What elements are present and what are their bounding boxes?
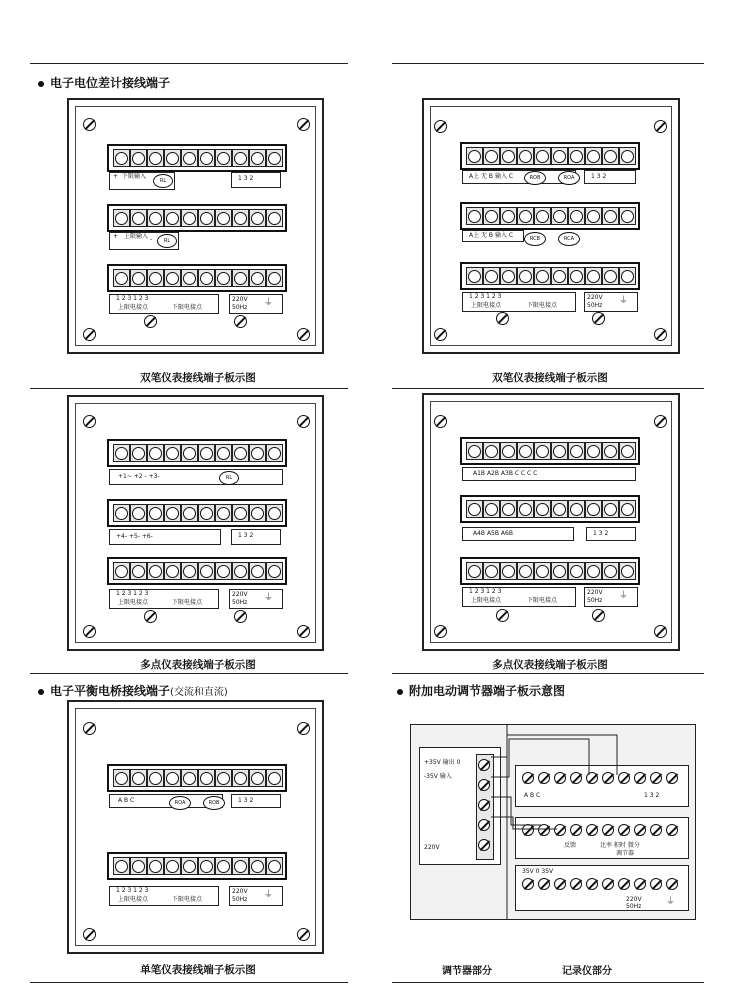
terminal-screw-icon xyxy=(534,267,551,285)
terminal-screw-icon xyxy=(500,562,517,580)
terminal-screw-icon xyxy=(500,147,517,165)
terminal-screw-icon xyxy=(215,444,232,462)
recorder-strip-lower: 35V 0 35V 220V 50Hz ⏚ xyxy=(515,865,689,911)
terminal-screw-icon xyxy=(181,269,198,287)
terminal-strip xyxy=(460,557,640,585)
terminal-screw-icon xyxy=(198,149,215,167)
screw-icon xyxy=(297,415,310,428)
terminal-screw-icon xyxy=(619,562,636,580)
terminal-screw-icon xyxy=(466,207,483,225)
label-box: 220V 50Hz ⏚ xyxy=(229,886,283,906)
terminal-screw-icon xyxy=(602,442,619,460)
panel-multipoint-left xyxy=(67,395,324,651)
terminal-screw-icon xyxy=(215,769,232,787)
terminal-strip xyxy=(107,764,287,792)
terminal-screw-icon xyxy=(147,769,164,787)
panel-multipoint-right xyxy=(422,393,680,651)
terminal-strip xyxy=(107,852,287,880)
label-box: +1~ +2 - +3- xyxy=(109,469,283,485)
rule xyxy=(392,388,704,389)
rule xyxy=(392,982,704,983)
rca-resistor: RCA xyxy=(558,232,580,246)
terminal-strip xyxy=(460,202,640,230)
label-box: 1 3 2 xyxy=(586,527,636,541)
terminal-screw-icon xyxy=(181,857,198,875)
terminal-screw-icon xyxy=(466,562,483,580)
terminal-screw-icon xyxy=(551,500,568,518)
screw-icon xyxy=(654,625,667,638)
rcb-resistor: RCB xyxy=(524,232,546,246)
terminal-screw-icon xyxy=(568,207,585,225)
terminal-screw-icon xyxy=(232,857,249,875)
screw-icon xyxy=(234,610,247,623)
terminal-screw-icon xyxy=(551,562,568,580)
terminal-screw-icon xyxy=(164,444,181,462)
terminal-strip xyxy=(107,204,287,232)
terminal-screw-icon xyxy=(266,269,283,287)
ground-icon: ⏚ xyxy=(619,591,629,601)
terminal-screw-icon xyxy=(232,269,249,287)
terminal-screw-icon xyxy=(147,149,164,167)
ground-icon: ⏚ xyxy=(264,593,274,603)
terminal-screw-icon xyxy=(147,269,164,287)
terminal-strip xyxy=(107,439,287,467)
terminal-screw-icon xyxy=(517,500,534,518)
terminal-screw-icon xyxy=(568,267,585,285)
label-box: +4- +5- +6- xyxy=(109,529,221,545)
label-box: 220V 50Hz ⏚ xyxy=(229,294,283,314)
terminal-screw-icon xyxy=(568,147,585,165)
screw-icon xyxy=(496,609,509,622)
label-box: 1 3 2 xyxy=(584,170,636,184)
terminal-screw-icon xyxy=(164,269,181,287)
screw-icon xyxy=(496,312,509,325)
screw-icon xyxy=(434,328,447,341)
terminal-screw-icon xyxy=(534,147,551,165)
label-box: 1 2 3 1 2 3 上限电接点 下限电接点 xyxy=(109,294,219,314)
terminal-screw-icon xyxy=(517,207,534,225)
terminal-screw-icon xyxy=(215,269,232,287)
terminal-screw-icon xyxy=(215,504,232,522)
screw-icon xyxy=(144,610,157,623)
terminal-screw-icon xyxy=(181,562,198,580)
terminal-screw-icon xyxy=(483,207,500,225)
label-box: 1 3 2 xyxy=(231,529,281,545)
rl-resistor: RL xyxy=(157,234,177,248)
label-box: 220V 50Hz ⏚ xyxy=(584,292,638,312)
terminal-screw-icon xyxy=(619,147,636,165)
panel-inner-border xyxy=(75,708,316,946)
terminal-screw-icon xyxy=(130,269,147,287)
terminal-strip xyxy=(460,437,640,465)
section-heading-potentiometer: 电子电位差计接线端子 xyxy=(38,74,170,91)
screw-icon xyxy=(654,120,667,133)
label-box: 220V 50Hz ⏚ xyxy=(229,589,283,609)
terminal-screw-icon xyxy=(534,207,551,225)
screw-icon xyxy=(297,928,310,941)
terminal-screw-icon xyxy=(198,269,215,287)
screw-icon xyxy=(297,722,310,735)
rule xyxy=(30,673,348,674)
terminal-screw-icon xyxy=(483,267,500,285)
label-box: A1B A2B A3B C C C C xyxy=(462,467,636,481)
label-box: A B C xyxy=(109,794,223,808)
terminal-screw-icon xyxy=(266,444,283,462)
terminal-screw-icon xyxy=(147,504,164,522)
terminal-screw-icon xyxy=(249,769,266,787)
screw-icon xyxy=(234,315,247,328)
rl-resistor: RL xyxy=(153,174,173,188)
terminal-screw-icon xyxy=(113,504,130,522)
terminal-screw-icon xyxy=(551,147,568,165)
terminal-screw-icon xyxy=(568,500,585,518)
terminal-screw-icon xyxy=(232,769,249,787)
label-box: 1 3 2 xyxy=(231,172,281,188)
terminal-screw-icon xyxy=(466,442,483,460)
terminal-screw-icon xyxy=(198,769,215,787)
terminal-screw-icon xyxy=(181,504,198,522)
regulator-diagram xyxy=(410,724,696,920)
roa-resistor: ROA xyxy=(169,796,191,810)
bullet-icon xyxy=(38,689,44,695)
terminal-screw-icon xyxy=(198,857,215,875)
rule xyxy=(392,673,704,674)
rob-resistor: ROB xyxy=(524,171,546,185)
roa-resistor: ROA xyxy=(558,171,580,185)
caption: 多点仪表接线端子板示图 xyxy=(140,659,256,671)
screw-icon xyxy=(83,625,96,638)
terminal-screw-icon xyxy=(517,267,534,285)
terminal-screw-icon xyxy=(551,267,568,285)
terminal-screw-icon xyxy=(619,207,636,225)
screw-icon xyxy=(434,415,447,428)
terminal-screw-icon xyxy=(466,267,483,285)
terminal-screw-icon xyxy=(619,267,636,285)
terminal-screw-icon xyxy=(585,147,602,165)
rule xyxy=(30,63,348,64)
terminal-screw-icon xyxy=(164,562,181,580)
terminal-screw-icon xyxy=(181,769,198,787)
terminal-screw-icon xyxy=(215,562,232,580)
terminal-screw-icon xyxy=(266,769,283,787)
terminal-strip xyxy=(460,495,640,523)
terminal-screw-icon xyxy=(113,209,130,227)
screw-icon xyxy=(83,415,96,428)
terminal-screw-icon xyxy=(130,209,147,227)
terminal-screw-icon xyxy=(215,149,232,167)
terminal-screw-icon xyxy=(266,562,283,580)
wiring-lines xyxy=(411,725,695,919)
screw-icon xyxy=(592,312,605,325)
regulator-part-label: 调节器部分 xyxy=(442,966,492,977)
terminal-screw-icon xyxy=(113,769,130,787)
terminal-screw-icon xyxy=(130,857,147,875)
section-heading-bridge: 电子平衡电桥接线端子(交流和直流) xyxy=(38,682,228,699)
terminal-screw-icon xyxy=(249,209,266,227)
label-box: A上 无 B 输入 C xyxy=(462,230,524,242)
panel-dual-pen-right xyxy=(422,98,680,354)
panel-dual-pen-left xyxy=(67,98,324,354)
terminal-screw-icon xyxy=(568,442,585,460)
terminal-screw-icon xyxy=(147,857,164,875)
caption: 多点仪表接线端子板示图 xyxy=(492,659,608,671)
terminal-screw-icon xyxy=(198,562,215,580)
terminal-screw-icon xyxy=(619,500,636,518)
label-box: + 上限输入 - xyxy=(109,232,179,250)
terminal-screw-icon xyxy=(130,444,147,462)
terminal-screw-icon xyxy=(130,504,147,522)
terminal-screw-icon xyxy=(266,857,283,875)
terminal-screw-icon xyxy=(232,209,249,227)
ground-icon: ⏚ xyxy=(619,296,629,306)
terminal-screw-icon xyxy=(232,562,249,580)
terminal-screw-icon xyxy=(249,444,266,462)
terminal-screw-icon xyxy=(113,562,130,580)
screw-icon xyxy=(592,609,605,622)
terminal-strip xyxy=(107,499,287,527)
terminal-strip xyxy=(460,142,640,170)
terminal-screw-icon xyxy=(249,269,266,287)
caption: 双笔仪表接线端子板示图 xyxy=(140,372,256,384)
terminal-screw-icon xyxy=(249,857,266,875)
ground-icon: ⏚ xyxy=(666,897,676,907)
terminal-screw-icon xyxy=(500,500,517,518)
screw-icon xyxy=(434,120,447,133)
terminal-screw-icon xyxy=(500,207,517,225)
ground-icon: ⏚ xyxy=(264,890,274,900)
terminal-screw-icon xyxy=(483,442,500,460)
rule xyxy=(30,388,348,389)
label-box: 220V 50Hz ⏚ xyxy=(584,587,638,607)
terminal-screw-icon xyxy=(483,500,500,518)
screw-icon xyxy=(83,928,96,941)
terminal-screw-icon xyxy=(619,442,636,460)
recorder-strip-middle: 反馈 比率 积时 微分 调节器 xyxy=(515,817,689,859)
terminal-screw-icon xyxy=(232,149,249,167)
terminal-screw-icon xyxy=(483,147,500,165)
terminal-screw-icon xyxy=(466,500,483,518)
terminal-screw-icon xyxy=(113,269,130,287)
screw-icon xyxy=(434,625,447,638)
terminal-screw-icon xyxy=(551,207,568,225)
terminal-screw-icon xyxy=(198,209,215,227)
terminal-strip xyxy=(107,264,287,292)
rule xyxy=(30,982,348,983)
terminal-screw-icon xyxy=(198,504,215,522)
terminal-screw-icon xyxy=(164,504,181,522)
terminal-screw-icon xyxy=(500,442,517,460)
terminal-screw-icon xyxy=(483,562,500,580)
recorder-strip-upper: A B C 1 3 2 xyxy=(515,765,689,807)
caption: 双笔仪表接线端子板示图 xyxy=(492,372,608,384)
terminal-screw-icon xyxy=(113,149,130,167)
terminal-screw-icon xyxy=(568,562,585,580)
terminal-screw-icon xyxy=(602,500,619,518)
terminal-screw-icon xyxy=(266,504,283,522)
label-box: A4B A5B A6B xyxy=(462,527,574,541)
terminal-screw-icon xyxy=(147,209,164,227)
terminal-screw-icon xyxy=(266,209,283,227)
label-box: 1 2 3 1 2 3 上限电接点 下限电接点 xyxy=(109,589,219,609)
terminal-screw-icon xyxy=(602,562,619,580)
terminal-screw-icon xyxy=(181,209,198,227)
terminal-screw-icon xyxy=(249,149,266,167)
terminal-screw-icon xyxy=(500,267,517,285)
screw-icon xyxy=(654,328,667,341)
terminal-screw-icon xyxy=(585,442,602,460)
terminal-screw-icon xyxy=(585,267,602,285)
terminal-strip xyxy=(460,262,640,290)
terminal-screw-icon xyxy=(164,149,181,167)
terminal-screw-icon xyxy=(181,444,198,462)
terminal-screw-icon xyxy=(113,444,130,462)
terminal-screw-icon xyxy=(130,562,147,580)
label-box: 1 2 3 1 2 3 上限电接点 下限电接点 xyxy=(109,886,219,906)
terminal-screw-icon xyxy=(113,857,130,875)
screw-icon xyxy=(297,328,310,341)
terminal-strip xyxy=(107,557,287,585)
terminal-screw-icon xyxy=(232,504,249,522)
regulator-terminal-block: +35V 输出 0 -35V 输入 220V xyxy=(419,747,501,865)
label-box: + 下限输入 xyxy=(109,172,175,190)
label-box: 1 2 3 1 2 3 上限电接点 下限电接点 xyxy=(462,292,576,312)
screw-icon xyxy=(297,625,310,638)
caption: 单笔仪表接线端子板示图 xyxy=(140,964,256,976)
terminal-screw-icon xyxy=(130,769,147,787)
ground-icon: ⏚ xyxy=(264,298,274,308)
terminal-screw-icon xyxy=(517,147,534,165)
terminal-screw-icon xyxy=(164,857,181,875)
terminal-screw-icon xyxy=(534,562,551,580)
bullet-icon xyxy=(38,81,44,87)
terminal-screw-icon xyxy=(585,207,602,225)
terminal-screw-icon xyxy=(164,209,181,227)
terminal-screw-icon xyxy=(249,504,266,522)
terminal-screw-icon xyxy=(215,209,232,227)
rob-resistor: ROB xyxy=(203,796,225,810)
terminal-screw-icon xyxy=(534,442,551,460)
terminal-screw-icon xyxy=(147,444,164,462)
screw-icon xyxy=(83,118,96,131)
terminal-screw-icon xyxy=(130,149,147,167)
terminal-screw-icon xyxy=(181,149,198,167)
terminal-screw-icon xyxy=(534,500,551,518)
section-heading-regulator: 附加电动调节器端子板示意图 xyxy=(397,682,565,699)
label-box: 1 2 3 1 2 3 上限电接点 下限电接点 xyxy=(462,587,576,607)
terminal-screw-icon xyxy=(215,857,232,875)
screw-icon xyxy=(654,415,667,428)
bullet-icon xyxy=(397,689,403,695)
terminal-screw-icon xyxy=(147,562,164,580)
screw-icon xyxy=(297,118,310,131)
label-box: 1 3 2 xyxy=(231,794,281,808)
terminal-strip xyxy=(107,144,287,172)
terminal-screw-icon xyxy=(466,147,483,165)
terminal-screw-icon xyxy=(585,500,602,518)
terminal-screw-icon xyxy=(551,442,568,460)
terminal-screw-icon xyxy=(249,562,266,580)
rl-resistor: RL xyxy=(219,471,239,485)
terminal-screw-icon xyxy=(602,207,619,225)
terminal-screw-icon xyxy=(266,149,283,167)
terminal-screw-icon xyxy=(198,444,215,462)
recorder-part-label: 记录仪部分 xyxy=(562,966,612,977)
screw-icon xyxy=(144,315,157,328)
terminal-screw-icon xyxy=(517,442,534,460)
terminal-screw-icon xyxy=(602,147,619,165)
terminal-screw-icon xyxy=(602,267,619,285)
panel-single-pen xyxy=(67,700,324,954)
rule xyxy=(392,63,704,64)
screw-icon xyxy=(83,722,96,735)
terminal-screw-icon xyxy=(585,562,602,580)
screw-icon xyxy=(83,328,96,341)
terminal-screw-icon xyxy=(232,444,249,462)
terminal-screw-icon xyxy=(164,769,181,787)
terminal-screw-icon xyxy=(517,562,534,580)
label-box: A上 无 B 输入 C xyxy=(462,170,576,184)
